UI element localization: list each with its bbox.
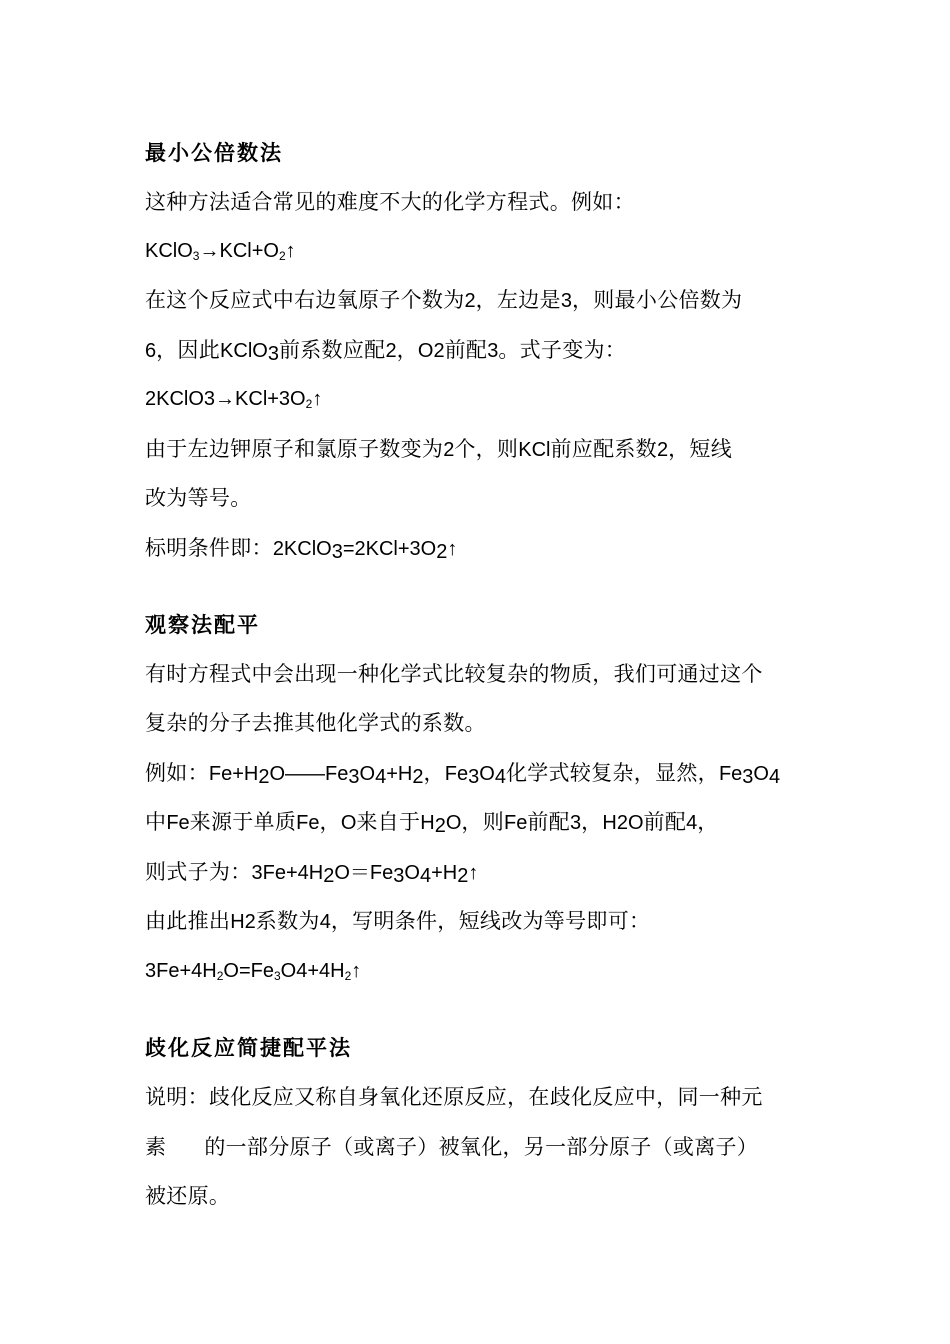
equation-fe-h2o: $3Fe+4H_2O=Fe_3O4+4H_2↑$ — [145, 960, 362, 983]
paragraph-line: 有时方程式中会出现一种化学式比较复杂的物质，我们可通过这个 — [145, 662, 763, 686]
equation-kclo3: $KClO_3\to KCl+O_2↑$ — [145, 240, 296, 263]
paragraph-line: 由此推出H2系数为4，写明条件，短线改为等号即可： — [145, 909, 651, 933]
paragraph-line: 中Fe来源于单质Fe，O来自于$H_2O$，则Fe前配3，H2O前配4， — [145, 810, 719, 837]
paragraph-line: 由于左边钾原子和氯原子数变为2个，则KCl前应配系数2，短线 — [145, 437, 732, 461]
paragraph-line: 被还原。 — [145, 1184, 231, 1208]
paragraph-line: 素 的一部分原子（或离子）被氧化，另一部分原子（或离子） — [145, 1135, 759, 1159]
paragraph-line: 复杂的分子去推其他化学式的系数。 — [145, 711, 486, 735]
paragraph-line: 6，因此KClO$_3$前系数应配2，O2前配3。式子变为： — [145, 338, 627, 365]
equation-2kclo3: $2KClO3\to KCl+3O_2↑$ — [145, 388, 323, 411]
section-title-disproportionation-method: 歧化反应简捷配平法 — [145, 1036, 352, 1060]
paragraph-line: 标明条件即：$2KClO_3=2KCl+3O_2↑$ — [145, 536, 458, 563]
paragraph-line: 例如：$Fe+H_2O——Fe_3O_4+H_2$，$Fe_3O_4$化学式较复杂，显然，$Fe_3O_4$ — [145, 761, 781, 788]
paragraph-line: 这种方法适合常见的难度不大的化学方程式。例如： — [145, 190, 635, 214]
paragraph-line: 说明：歧化反应又称自身氧化还原反应，在歧化反应中，同一种元 — [145, 1085, 763, 1109]
paragraph-line: 在这个反应式中右边氧原子个数为2，左边是3，则最小公倍数为 — [145, 288, 743, 312]
section-title-observation-method: 观察法配平 — [145, 613, 260, 637]
paragraph-line: 则式子为：$3Fe+4H_2O=Fe_3O_4+H_2↑$ — [145, 860, 479, 887]
paragraph-line: 改为等号。 — [145, 486, 252, 510]
section-title-lcm-method: 最小公倍数法 — [145, 141, 283, 165]
